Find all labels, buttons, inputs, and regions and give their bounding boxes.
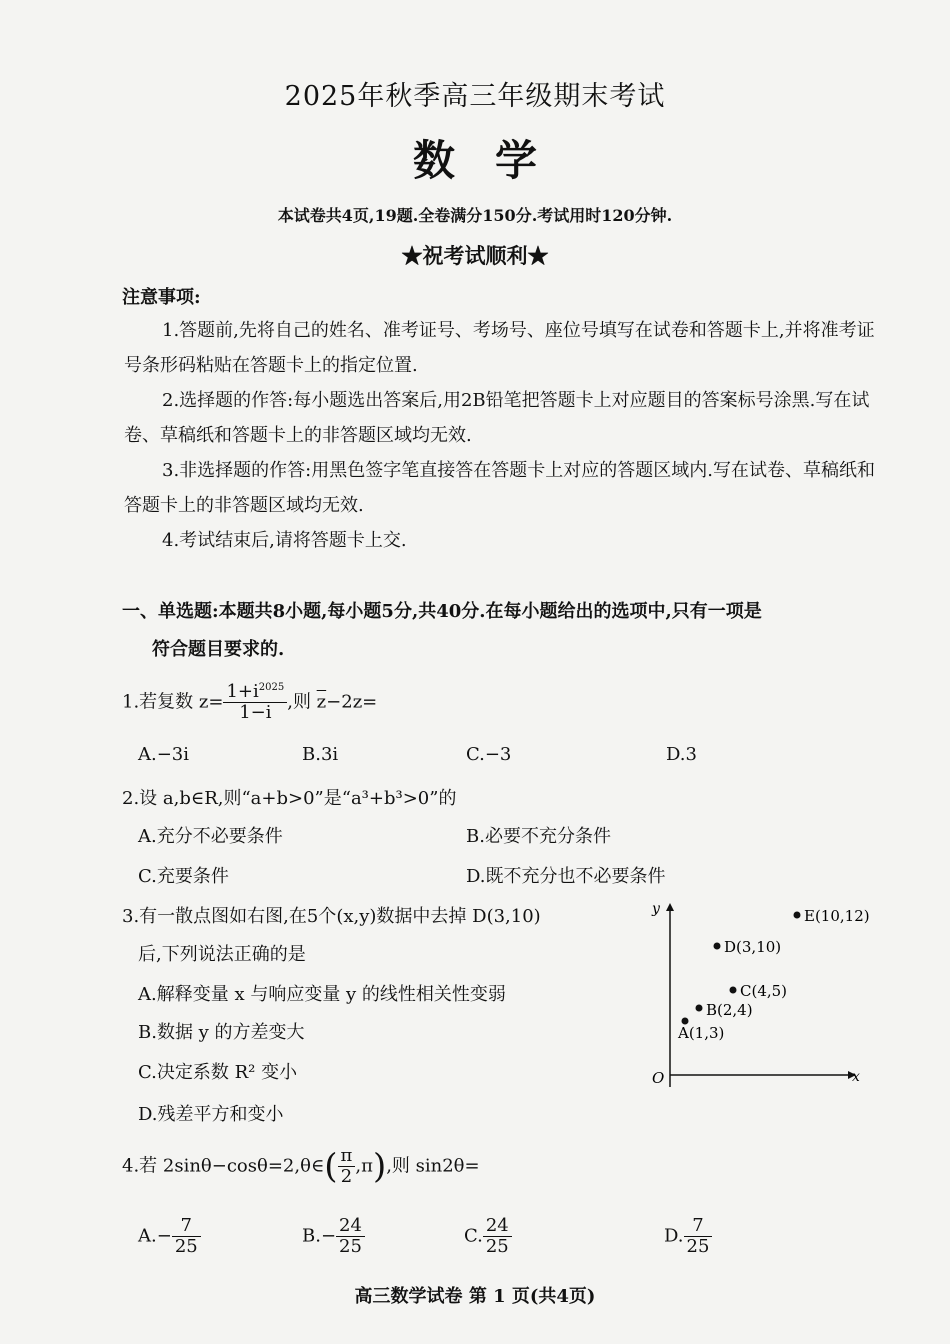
q4-lparen: (	[324, 1146, 338, 1187]
exam-meta: 本试卷共4页,19题.全卷满分150分.考试用时120分钟.	[277, 206, 673, 225]
q2-option-c: C.充要条件	[138, 866, 229, 887]
notice-item: 3.非选择题的作答:用黑色签字笔直接答在答题卡上对应的答题区域内.写在试卷、草稿纸和答题卡上的非答题区域均无效.	[124, 460, 875, 516]
scatter-points	[677, 907, 870, 1042]
option-den: 25	[174, 1235, 198, 1257]
question-2: 2.设 a,b∈R,则“a+b>0”是“a³+b³>0”的	[122, 788, 457, 809]
option-num: 7	[684, 1216, 713, 1237]
q2-option-b: B.必要不充分条件	[466, 826, 611, 847]
y-axis-label: y	[652, 901, 660, 917]
scatter-label-a: A(1,3)	[678, 1024, 725, 1042]
q1-den: 1−i	[239, 701, 272, 723]
exam-title: 2025年秋季高三年级期末考试	[284, 81, 666, 112]
notice-heading: 注意事项:	[122, 287, 201, 308]
option-letter: A.	[138, 1225, 157, 1247]
origin-label: O	[652, 1069, 665, 1087]
q4-option-a	[138, 1216, 201, 1257]
scatter-label-d: D(3,10)	[724, 938, 782, 956]
q2-option-d: D.既不充分也不必要条件	[466, 866, 666, 887]
option-letter: C.	[464, 1225, 483, 1247]
option-den: 25	[339, 1235, 362, 1257]
section-heading-cont: 符合题目要求的.	[152, 639, 285, 660]
question-4	[122, 1146, 480, 1187]
notice-item: 2.选择题的作答:每小题选出答案后,用2B铅笔把答题卡上对应题目的答案标号涂黑.写在试卷、草稿纸和答题卡上的非答题区域均无效.	[124, 390, 870, 446]
option-sign: −	[320, 1225, 337, 1247]
q4-interval-rest: ,π	[355, 1155, 373, 1177]
page-footer: 高三数学试卷 第 1 页(共4页)	[354, 1286, 596, 1307]
option-den: 25	[686, 1235, 710, 1257]
q4-suffix: ,则 sin2θ=	[386, 1155, 480, 1177]
q2-option-a: A.充分不必要条件	[138, 826, 283, 847]
q1-option-d: D.3	[666, 744, 697, 765]
option-letter: B.	[302, 1225, 321, 1247]
q4-option-d	[664, 1216, 712, 1257]
scatter-point-c	[730, 987, 737, 994]
q1-option-b: B.3i	[302, 744, 339, 765]
q3-option-d: D.残差平方和变小	[138, 1104, 284, 1125]
q1-fraction	[223, 682, 287, 723]
q3-option-c: C.决定系数 R² 变小	[138, 1062, 298, 1083]
q4-pi-num: π	[338, 1146, 356, 1167]
q1-prefix: 1.若复数 z=	[122, 691, 224, 713]
q4-prefix: 4.若 2sinθ−cosθ=2,θ∈	[122, 1155, 325, 1177]
q1-option-a: A.−3i	[138, 744, 190, 765]
q1-suffix-b: −2z=	[326, 691, 378, 713]
option-num: 24	[483, 1216, 512, 1237]
section-heading: 一、单选题:本题共8小题,每小题5分,共40分.在每小题给出的选项中,只有一项是	[122, 601, 762, 622]
option-num: 7	[172, 1216, 201, 1237]
question-3-line1: 3.有一散点图如右图,在5个(x,y)数据中去掉 D(3,10)	[122, 906, 541, 927]
scatter-point-d	[714, 943, 721, 950]
option-letter: D.	[664, 1225, 684, 1247]
q4-pi-den: 2	[340, 1165, 353, 1187]
question-1	[122, 682, 377, 723]
scatter-label-b: B(2,4)	[706, 1001, 753, 1019]
q3-option-a: A.解释变量 x 与响应变量 y 的线性相关性变弱	[138, 984, 506, 1005]
option-num: 24	[336, 1216, 365, 1237]
q1-num: 1+i	[226, 681, 259, 702]
q4-option-c	[464, 1216, 512, 1257]
q3-option-b: B.数据 y 的方差变大	[138, 1022, 305, 1043]
scatter-plot	[640, 895, 870, 1095]
q4-option-b	[302, 1216, 365, 1257]
y-axis-arrow	[666, 903, 674, 911]
scatter-label-c: C(4,5)	[740, 982, 788, 1000]
option-den: 25	[485, 1235, 509, 1257]
notice-item: 4.考试结束后,请将答题卡上交.	[162, 530, 407, 551]
question-3-line2: 后,下列说法正确的是	[138, 944, 306, 965]
scatter-point-e	[794, 912, 801, 919]
q1-exp: 2025	[258, 682, 285, 693]
subject-title: 数学	[412, 136, 577, 185]
q4-rparen: )	[372, 1146, 387, 1187]
q1-suffix-a: ,则	[287, 691, 317, 713]
q4-pi-half	[338, 1146, 356, 1187]
q1-zbar: $\overline{z}$	[316, 691, 327, 713]
scatter-point-b	[696, 1005, 703, 1012]
scatter-label-e: E(10,12)	[804, 907, 870, 925]
notice-item: 1.答题前,先将自己的姓名、准考证号、考场号、座位号填写在试卷和答题卡上,并将准考证号条形码粘贴在答题卡上的指定位置.	[124, 320, 875, 376]
q1-option-c: C.−3	[466, 744, 512, 765]
x-axis-label: x	[852, 1069, 860, 1085]
option-sign: −	[156, 1225, 172, 1247]
good-luck-banner: ★祝考试顺利★	[401, 243, 549, 268]
